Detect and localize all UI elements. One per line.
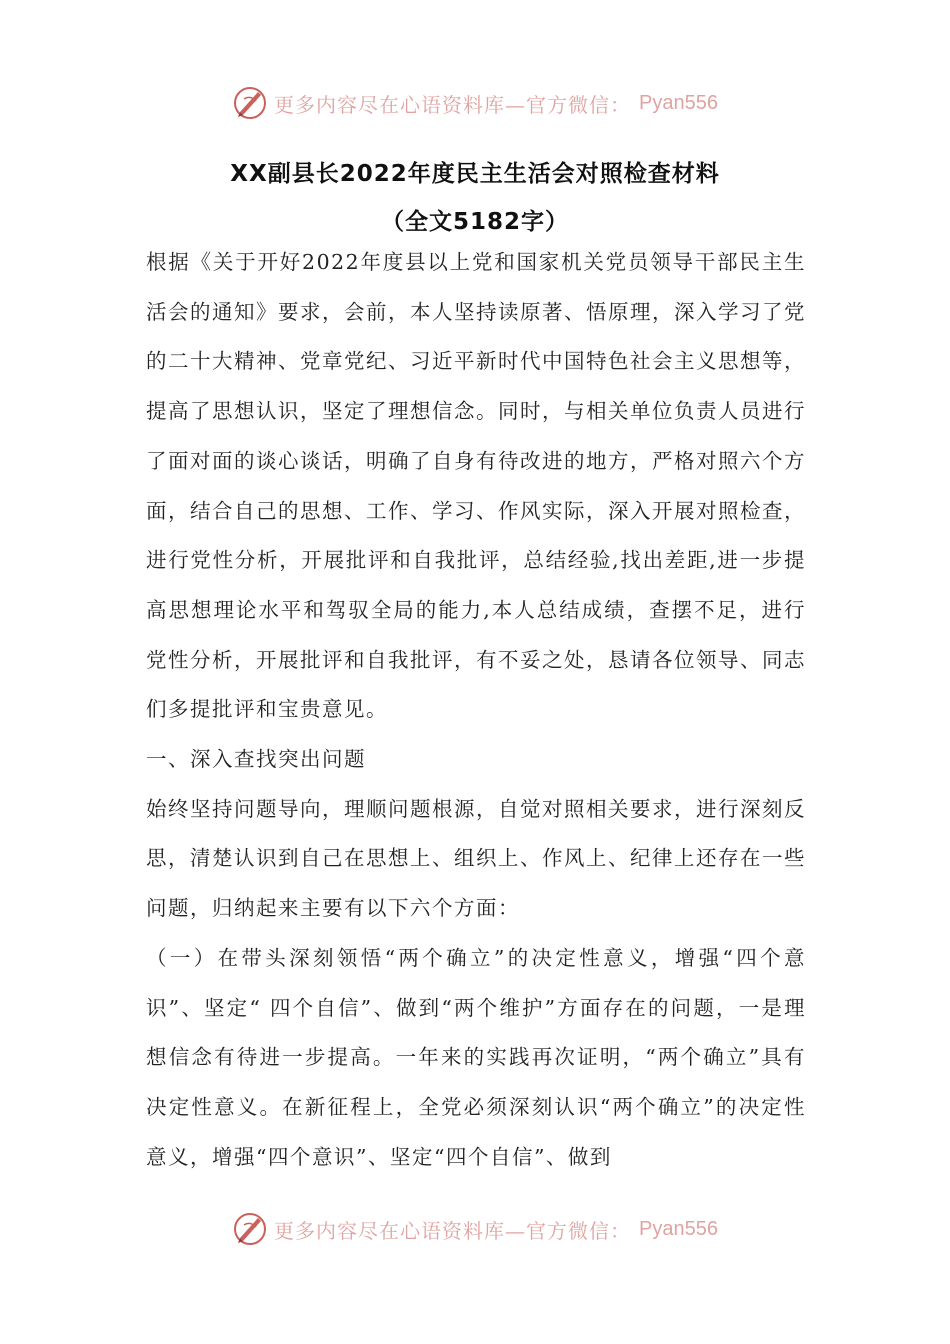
document-title: XX副县长2022年度民主生活会对照检查材料 xyxy=(230,161,720,187)
pen-circle-logo xyxy=(232,85,268,121)
paragraph-intro: 根据《关于开好2022年度县以上党和国家机关党员领导干部民主生活会的通知》要求，会前，本人坚持读原著、悟原理，深入学习了党的二十大精神、党章党纪、习近平新时代中国特色社会主义思想等，提高了思想认识，坚定了理想信念。同时，与相关单位负责人员进行了面对面的谈心谈话，明确了自身有待改进的地方，严格对照六个方面，结合自己的思想、工作、学习、作风实际，深入开展对照检查，进行党性分析，开展批评和自我批评，总结经验,找出差距,进一步提高思想理论水平和驾驭全局的能力,本人总结成绩，查摆不足，进行党性分析，开展批评和自我批评，有不妥之处，恳请各位领导、同志们多提批评和宝贵意见。 xyxy=(146,250,806,722)
watermark-header xyxy=(0,83,950,123)
document-body xyxy=(146,238,806,1182)
paragraph-subsection-1: （一）在带头深刻领悟“两个确立”的决定性意义，增强“四个意识”、坚定“ 四个自信”、做到“两个维护”方面存在的问题，一是理想信念有待进一步提高。一年来的实践再次证明，“两个确立”具有决定性意义。在新征程上，全党必须深刻认识“两个确立”的决定性意义，增强“四个意识”、坚定“四个自信”、做到 xyxy=(146,945,806,1169)
paragraph-section-1: 始终坚持问题导向，理顺问题根源，自觉对照相关要求，进行深刻反思，清楚认识到自己在思想上、组织上、作风上、纪律上还存在一些问题，归纳起来主要有以下六个方面： xyxy=(146,796,806,921)
watermark-text: 更多内容尽在心语资料库—官方微信： xyxy=(274,1218,632,1243)
watermark-footer xyxy=(0,1209,950,1249)
pen-circle-logo xyxy=(232,1211,268,1247)
document-subtitle: （全文5182字） xyxy=(380,209,569,235)
section-heading-1: 一、深入查找突出问题 xyxy=(146,747,366,772)
watermark-wechat-id: Pyan556 xyxy=(639,1217,718,1240)
watermark-text: 更多内容尽在心语资料库—官方微信： xyxy=(274,92,632,117)
watermark-wechat-id: Pyan556 xyxy=(639,91,718,114)
